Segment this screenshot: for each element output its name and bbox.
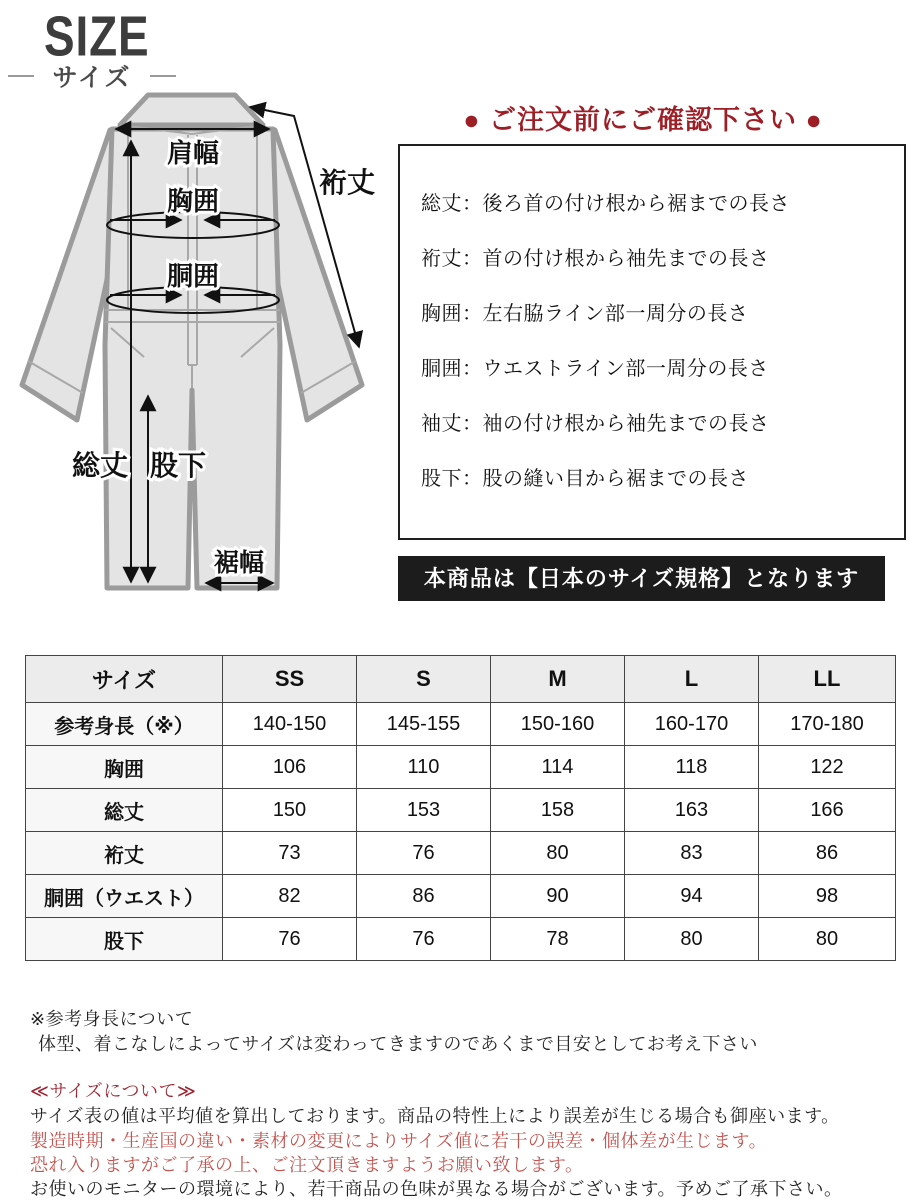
table-cell: 82 <box>223 875 357 918</box>
page-title: SIZE <box>44 5 150 69</box>
definition-waist: 胴囲：ウエストライン部一周分の長さ <box>421 358 769 380</box>
coverall-drawing <box>22 95 362 588</box>
table-cell: 150-160 <box>491 703 625 746</box>
row-label: 股下 <box>26 918 223 961</box>
size-table <box>25 655 896 961</box>
header-ll: LL <box>759 656 896 703</box>
table-cell: 78 <box>491 918 625 961</box>
table-cell: 153 <box>357 789 491 832</box>
waist-label: 胴囲 <box>166 261 220 291</box>
table-cell: 80 <box>759 918 896 961</box>
row-label: 胸囲 <box>26 746 223 789</box>
row-label: 裄丈 <box>26 832 223 875</box>
coverall-measurement-diagram <box>10 85 395 630</box>
table-cell: 73 <box>223 832 357 875</box>
definition-sleeve-length: 裄丈：首の付け根から袖先までの長さ <box>421 248 770 270</box>
table-cell: 163 <box>625 789 759 832</box>
footnote-ref-height-title: ※参考身長について <box>30 1009 194 1029</box>
definition-arm-length: 袖丈：袖の付け根から袖先までの長さ <box>421 413 770 435</box>
japan-size-standard-banner: 本商品は【日本のサイズ規格】となります <box>398 556 885 601</box>
table-cell: 80 <box>625 918 759 961</box>
table-cell: 90 <box>491 875 625 918</box>
table-header-row <box>26 656 896 703</box>
sleeve-length-label: 裄丈 <box>318 167 376 198</box>
table-cell: 98 <box>759 875 896 918</box>
header-size: サイズ <box>26 656 223 703</box>
header-m: M <box>491 656 625 703</box>
hem-width-label: 裾幅 <box>213 549 265 577</box>
subtitle-dash-right <box>150 75 176 77</box>
footnote-about-size-line2: 製造時期・生産国の違い・素材の変更によりサイズ値に若干の誤差・個体差が生じます。 <box>30 1131 768 1151</box>
subtitle-dash-left <box>8 75 34 77</box>
table-cell: 122 <box>759 746 896 789</box>
table-cell: 110 <box>357 746 491 789</box>
table-cell: 76 <box>223 918 357 961</box>
confirm-before-order-heading: ● ご注文前にご確認下さい ● <box>463 105 823 135</box>
table-cell: 160-170 <box>625 703 759 746</box>
footnote-about-size-title: ≪サイズについて≫ <box>30 1081 197 1101</box>
table-cell: 76 <box>357 918 491 961</box>
table-row-inseam <box>26 918 896 961</box>
table-cell: 166 <box>759 789 896 832</box>
table-cell: 106 <box>223 746 357 789</box>
table-row-height <box>26 703 896 746</box>
page-subtitle-text: サイズ <box>52 64 132 92</box>
definition-chest: 胸囲：左右脇ライン部一周分の長さ <box>421 303 749 325</box>
table-row-chest <box>26 746 896 789</box>
footnote-monitor-note: お使いのモニターの環境により、若干商品の色味が異なる場合がございます。予めご了承下さい。 <box>30 1179 843 1199</box>
measurement-definitions-box <box>398 144 906 540</box>
header-s: S <box>357 656 491 703</box>
footnote-ref-height-body: 体型、着こなしによってサイズは変わってきますのであくまで目安としてお考え下さい <box>38 1034 758 1054</box>
table-cell: 118 <box>625 746 759 789</box>
chest-label: 胸囲 <box>166 186 220 216</box>
header-ss: SS <box>223 656 357 703</box>
table-cell: 76 <box>357 832 491 875</box>
shoulder-width-label: 肩幅 <box>166 138 220 168</box>
total-length-label: 総丈 <box>71 450 129 481</box>
table-cell: 140-150 <box>223 703 357 746</box>
table-cell: 170-180 <box>759 703 896 746</box>
table-cell: 158 <box>491 789 625 832</box>
table-cell: 150 <box>223 789 357 832</box>
table-cell: 86 <box>759 832 896 875</box>
footnote-about-size-line3: 恐れ入りますがご了承の上、ご注文頂きますようお願い致します。 <box>30 1155 584 1175</box>
table-cell: 145-155 <box>357 703 491 746</box>
definition-total-length: 総丈：後ろ首の付け根から裾までの長さ <box>421 193 790 215</box>
row-label: 参考身長（※） <box>26 703 223 746</box>
definition-inseam: 股下：股の縫い目から裾までの長さ <box>421 468 749 490</box>
row-label: 総丈 <box>26 789 223 832</box>
table-row-sleeve-length <box>26 832 896 875</box>
table-row-waist <box>26 875 896 918</box>
header-l: L <box>625 656 759 703</box>
footnote-about-size-line1: サイズ表の値は平均値を算出しております。商品の特性上により誤差が生じる場合も御座います。 <box>30 1106 840 1126</box>
row-label: 胴囲（ウエスト） <box>26 875 223 918</box>
table-cell: 83 <box>625 832 759 875</box>
inseam-label: 股下 <box>149 450 207 481</box>
table-cell: 86 <box>357 875 491 918</box>
table-cell: 80 <box>491 832 625 875</box>
table-cell: 114 <box>491 746 625 789</box>
table-row-total-length <box>26 789 896 832</box>
table-cell: 94 <box>625 875 759 918</box>
